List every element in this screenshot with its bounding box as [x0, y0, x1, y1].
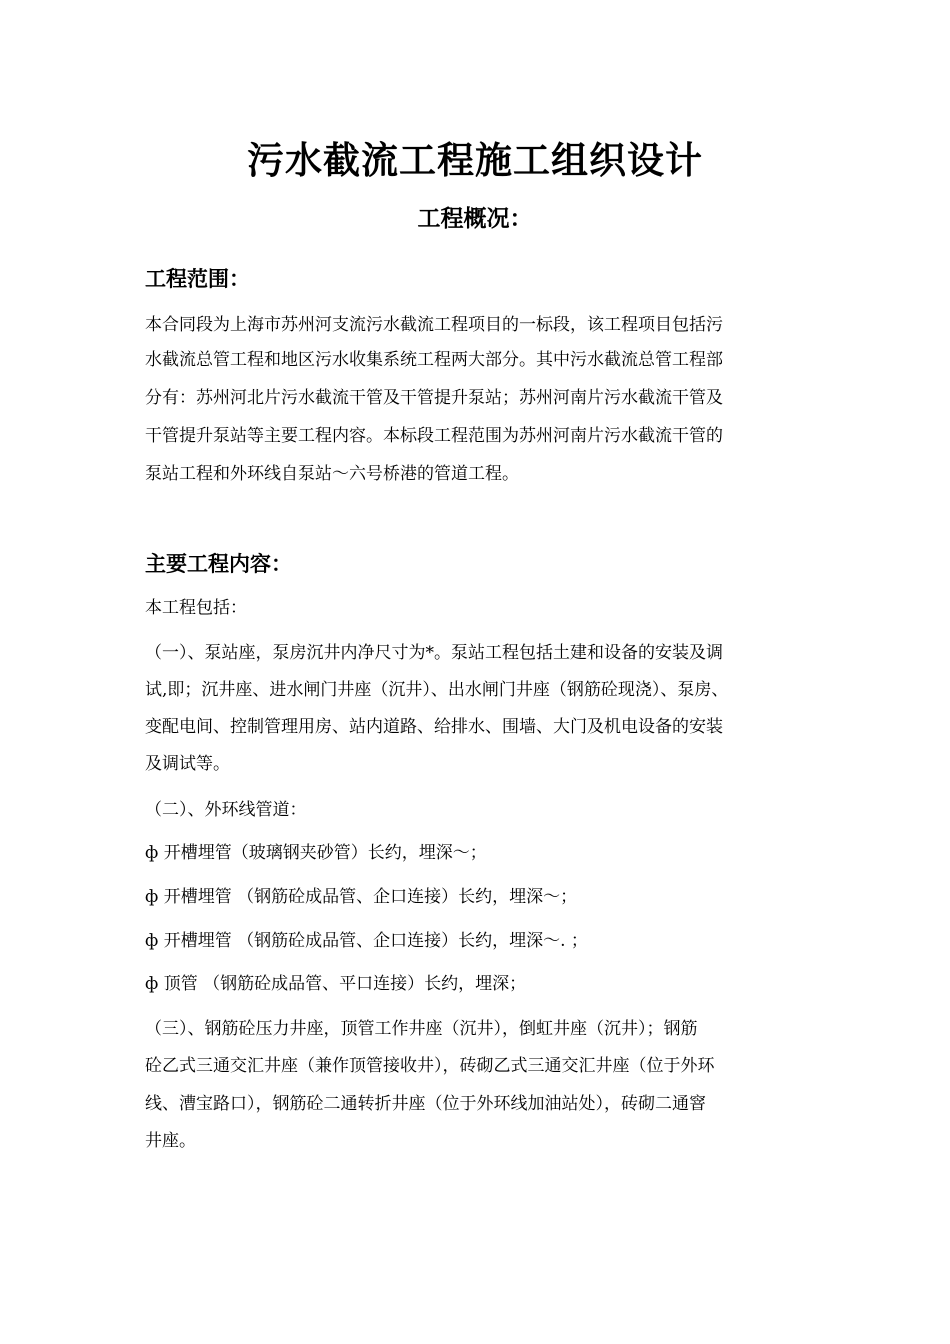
subheading-outer-ring-pipeline: （二）、外环线管道： — [145, 800, 307, 820]
section-heading-main-content: 主要工程内容： — [145, 552, 292, 576]
paragraph-line: 及调试等。 — [145, 754, 230, 774]
paragraph-line: 分有：苏州河北片污水截流干管及干管提升泵站；苏州河南片污水截流干管及 — [145, 388, 723, 408]
paragraph-intro: 本工程包括： — [145, 598, 247, 618]
paragraph-line: 试,即；沉井座、进水闸门井座（沉井）、出水闸门井座（钢筋砼现浇）、泵房、 — [145, 680, 729, 700]
paragraph-line: 水截流总管工程和地区污水收集系统工程两大部分。其中污水截流总管工程部 — [145, 350, 723, 370]
document-title: 污水截流工程施工组织设计 — [247, 138, 703, 182]
pipe-item: ф 开槽埋管 （钢筋砼成品管、企口连接）长约，埋深～； — [145, 887, 578, 907]
section-heading-scope: 工程范围： — [145, 267, 250, 291]
pipe-item: ф 开槽埋管（玻璃钢夹砂管）长约，埋深～； — [145, 843, 487, 863]
pipe-item: ф 开槽埋管 （钢筋砼成品管、企口连接）长约，埋深～. ； — [145, 931, 588, 951]
document-subtitle: 工程概况： — [417, 206, 533, 232]
paragraph-line: （三）、钢筋砼压力井座，顶管工作井座（沉井），倒虹井座（沉井）；钢筋 — [145, 1019, 698, 1039]
paragraph-line: 变配电间、控制管理用房、站内道路、给排水、围墙、大门及机电设备的安装 — [145, 717, 723, 737]
paragraph-line: 泵站工程和外环线自泵站～六号桥港的管道工程。 — [145, 464, 519, 484]
paragraph-line: 砼乙式三通交汇井座（兼作顶管接收井），砖砌乙式三通交汇井座（位于外环 — [145, 1056, 715, 1076]
paragraph-line: 本合同段为上海市苏州河支流污水截流工程项目的一标段，该工程项目包括污 — [145, 315, 723, 335]
paragraph-line: 干管提升泵站等主要工程内容。本标段工程范围为苏州河南片污水截流干管的 — [145, 426, 723, 446]
paragraph-line: 井座。 — [145, 1131, 196, 1151]
paragraph-line: （一）、泵站座，泵房沉井内净尺寸为*。泵站工程包括土建和设备的安装及调 — [145, 643, 723, 663]
pipe-item: ф 顶管 （钢筋砼成品管、平口连接）长约，埋深； — [145, 974, 527, 994]
paragraph-line: 线、漕宝路口），钢筋砼二通转折井座（位于外环线加油站处），砖砌二通窨 — [145, 1094, 706, 1114]
